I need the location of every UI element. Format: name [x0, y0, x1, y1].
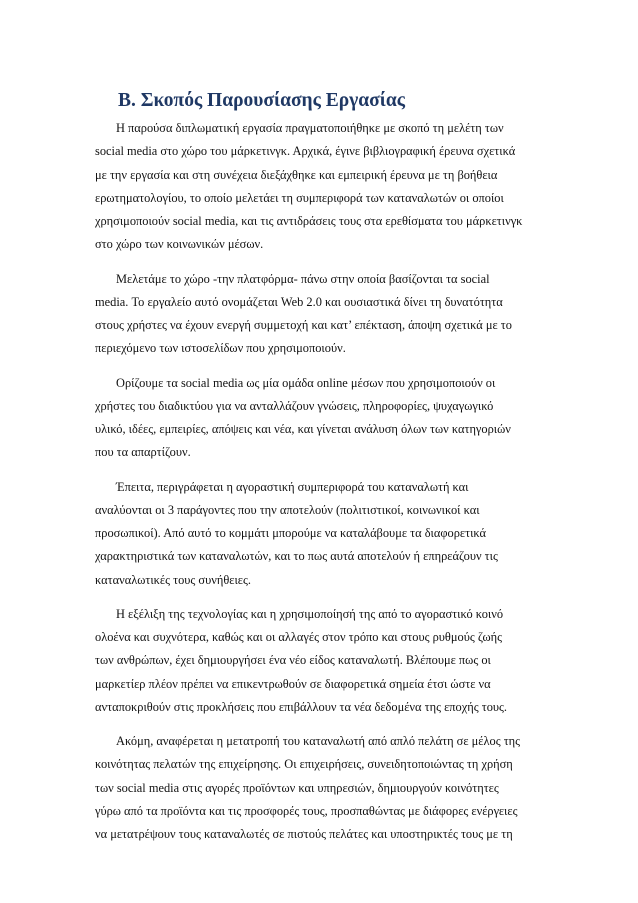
paragraph-line: καταναλωτικές τους συνήθειες.	[95, 572, 252, 587]
paragraph-line: των social media στις αγορές προϊόντων και υπηρεσιών, δημιουργούν κοινότητες	[95, 780, 499, 795]
paragraph-line: ανταποκριθούν στις προκλήσεις που επιβάλλουν τα νέα δεδομένα της εποχής τους.	[95, 700, 508, 715]
paragraph-line: ολοένα και συχνότερα, καθώς και οι αλλαγές στον τρόπο και στους ρυθμούς ζωής	[95, 630, 503, 645]
paragraph-line: social media στο χώρο του μάρκετινγκ. Αρχικά, έγινε βιβλιογραφική έρευνα σχετικά	[95, 144, 516, 159]
paragraph-2	[95, 268, 545, 361]
paragraph-line: Η εξέλιξη της τεχνολογίας και η χρησιμοποίησή της από το αγοραστικό κοινό	[116, 606, 504, 621]
paragraph-line: προσωπικοί). Από αυτό το κομμάτι μπορούμε να καταλάβουμε τα διαφορετικά	[95, 526, 487, 541]
paragraph-line: χρησιμοποιούν social media, και τις αντιδράσεις τους στα ερεθίσματα του μάρκετινγκ	[95, 214, 523, 229]
paragraph-line: γύρω από τα προϊόντα και τις προσφορές τους, προσπαθώντας με διάφορες ενέργειες	[95, 804, 518, 818]
paragraph-line: μαρκετίερ πλέον πρέπει να επικεντρωθούν σε διαφορετικά σημεία έτσι ώστε να	[95, 676, 491, 691]
paragraph-line: χρήστες του διαδικτύου για να ανταλλάζουν γνώσεις, πληροφορίες, ψυχαγωγικό	[95, 398, 494, 413]
paragraph-line: Ορίζουμε τα social media ως μία ομάδα online μέσων που χρησιμοποιούν οι	[116, 375, 496, 390]
paragraph-3	[95, 372, 545, 465]
paragraph-6	[95, 730, 545, 846]
paragraph-line: που τα απαρτίζουν.	[95, 445, 191, 460]
paragraph-line: στο χώρο των κοινωνικών μέσων.	[95, 237, 264, 252]
paragraph-4	[95, 476, 545, 592]
paragraph-line: υλικό, ιδέες, εμπειρίες, απόψεις και νέα, και γίνεται ανάλυση όλων των κατηγοριών	[95, 422, 511, 437]
paragraph-line: να μετατρέψουν τους καταναλωτές σε πιστούς πελάτες και υποστηρικτές τους με τη	[95, 827, 513, 842]
paragraph-line: Η παρούσα διπλωματική εργασία πραγματοποιήθηκε με σκοπό τη μελέτη των	[116, 121, 504, 135]
paragraph-line: αναλύονται οι 3 παράγοντες που την αποτελούν (πολιτιστικοί, κοινωνικοί και	[95, 502, 480, 517]
paragraph-line: ερωτηματολογίου, το οποίο μελετάει τη συμπεριφορά των καταναλωτών οι οποίοι	[95, 190, 504, 205]
paragraph-line: χαρακτηριστικά των καταναλωτών, και το πως αυτά αποτελούν ή επηρεάζουν τις	[95, 549, 498, 564]
paragraph-line: των ανθρώπων, έχει δημιουργήσει ένα νέο είδος καταναλωτή. Βλέπουμε πως οι	[95, 653, 491, 668]
body-text	[95, 117, 545, 857]
paragraph-1	[95, 117, 545, 257]
paragraph-line: media. Το εργαλείο αυτό ονομάζεται Web 2.0 και ουσιαστικά δίνει τη δυνατότητα	[95, 294, 503, 309]
paragraph-5	[95, 603, 545, 719]
paragraph-line: περιεχόμενο των ιστοσελίδων που χρησιμοποιούν.	[95, 341, 346, 356]
paragraph-line: Έπειτα, περιγράφεται η αγοραστική συμπεριφορά του καταναλωτή και	[116, 479, 469, 494]
paragraph-line: κοινότητας πελατών της επιχείρησης. Οι επιχειρήσεις, συνειδητοποιώντας τη χρήση	[95, 757, 513, 772]
paragraph-line: Ακόμη, αναφέρεται η μετατροπή του καταναλωτή από απλό πελάτη σε μέλος της	[116, 734, 521, 749]
section-heading: Β. Σκοπός Παρουσίασης Εργασίας	[118, 90, 405, 111]
paragraph-line: Μελετάμε το χώρο -την πλατφόρμα- πάνω στην οποία βασίζονται τα social	[116, 271, 490, 286]
paragraph-line: με την εργασία και στη συνέχεια διεξάχθηκε και εμπειρική έρευνα με τη βοήθεια	[95, 167, 498, 182]
paragraph-line: στους χρήστες να έχουν ενεργή συμμετοχή και κατ’ επέκταση, άποψη σχετικά με το	[95, 318, 512, 333]
